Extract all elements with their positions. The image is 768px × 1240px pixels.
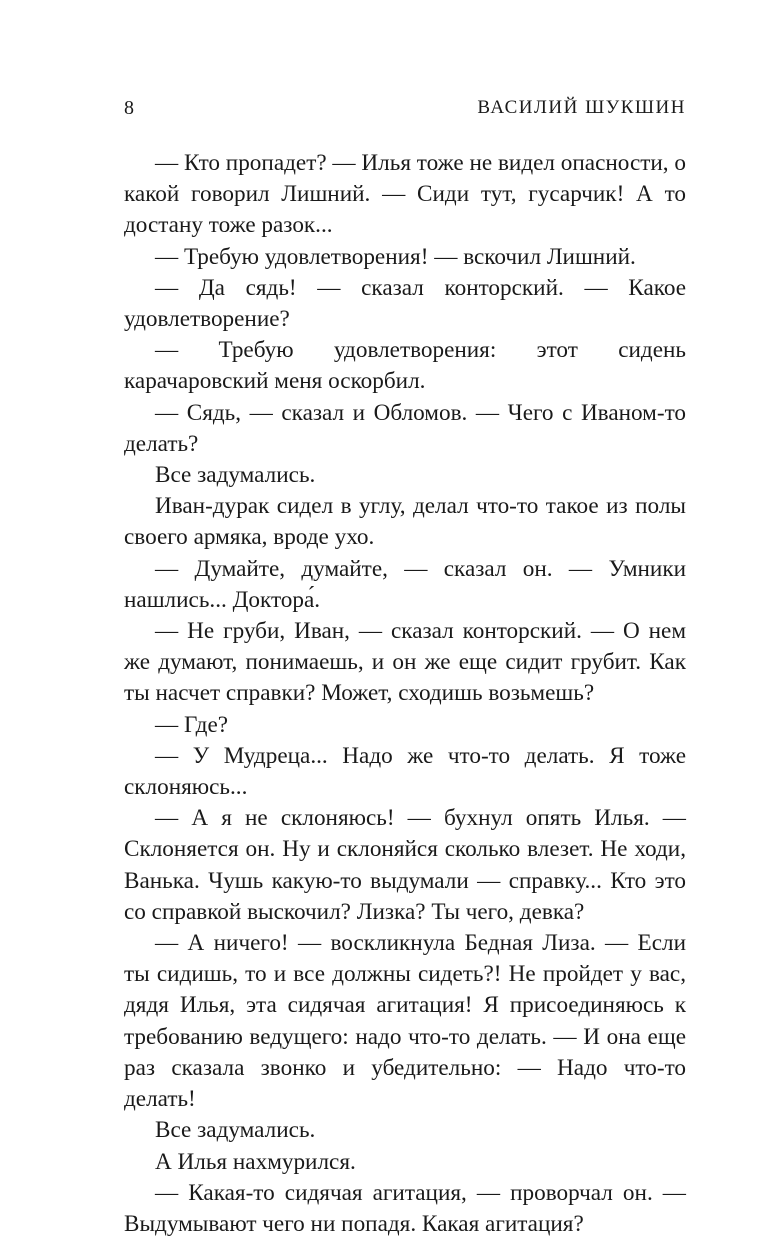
page-number: 8 (124, 97, 134, 119)
paragraph: Иван-дурак сидел в углу, делал что-то такое из полы своего армяка, вроде ухо. (124, 493, 686, 551)
paragraph: — Требую удовлетворения! — вскочил Лишний. (155, 243, 636, 270)
body-text (124, 148, 686, 1240)
paragraph: — У Мудреца... Надо же что-то делать. Я тоже склоняюсь... (124, 742, 686, 801)
paragraph: — Сядь, — сказал и Обломов. — Чего с Иваном-то делать? (124, 399, 686, 457)
paragraph: — А ничего! — воскликнула Бедная Лиза. — Если ты сидишь, то и все должны сидеть?! Не пройдет у вас, дядя Илья, эта сидячая агитация! Я присоединяюсь к требованию ведущего: надо что-то делать. — И она еще раз сказала звонко и убедительно: — Надо что-то делать! (124, 930, 686, 1113)
paragraph: Все задумались. (155, 462, 316, 489)
paragraph: — А я не склоняюсь! — бухнул опять Илья. — Склоняется он. Ну и склоняйся сколько влезет. Не ходи, Ванька. Чушь какую-то выдумали — справку... Кто это со справкой выскочил? Лизка? Ты чего, девка? (124, 805, 686, 925)
running-head-author: ВАСИЛИЙ ШУКШИН (477, 97, 686, 118)
paragraph: — Какая-то сидячая агитация, — проворчал он. — Выдумывают чего ни попадя. Какая агитация? (124, 1179, 686, 1237)
paragraph: — Кто пропадет? — Илья тоже не видел опасности, о какой говорил Лишний. — Сиди тут, гусарчик! А то достану тоже разок... (124, 150, 686, 239)
page-header (124, 93, 686, 123)
paragraph: — Где? (155, 711, 229, 738)
paragraph: — Да сядь! — сказал конторский. — Какое удовлетворение? (124, 274, 686, 333)
paragraph: — Думайте, думайте, — сказал он. — Умники нашлись... Доктора́. (124, 555, 686, 613)
paragraph: Все задумались. (155, 1117, 316, 1144)
paragraph: — Требую удовлетворения: этот сидень карачаровский меня оскорбил. (124, 337, 686, 395)
paragraph: — Не груби, Иван, — сказал конторский. — О нем же думают, понимаешь, и он же еще сидит грубит. Как ты насчет справки? Может, сходишь возьмешь? (124, 618, 686, 707)
paragraph: А Илья нахмурился. (155, 1148, 356, 1175)
